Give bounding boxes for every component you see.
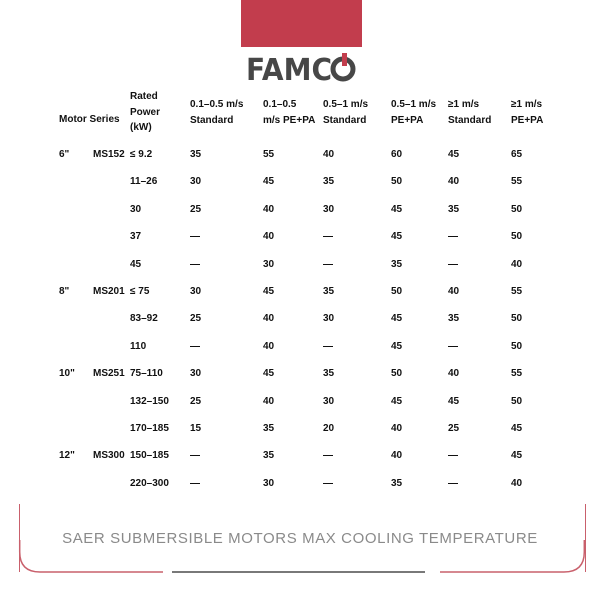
motor-size: 6" <box>59 149 70 160</box>
temperature-cell: — <box>323 340 333 352</box>
brand-banner <box>241 0 362 47</box>
temperature-cell: 25 <box>190 395 202 407</box>
temperature-cell: 55 <box>511 368 523 380</box>
temperature-cell: 35 <box>263 423 275 434</box>
temperature-cell: 40 <box>448 176 460 188</box>
temperature-cell: 35 <box>391 477 403 489</box>
temperature-cell: — <box>323 258 333 270</box>
header-line: Rated <box>130 91 158 102</box>
temperature-cell: 50 <box>391 176 403 188</box>
temperature-cell: — <box>190 450 200 462</box>
rated-power: 30 <box>130 203 142 215</box>
temperature-cell: 40 <box>511 477 523 489</box>
temperature-cell: 45 <box>263 176 275 188</box>
rated-power: 83–92 <box>130 313 158 325</box>
header-line: Standard <box>323 114 367 126</box>
temperature-cell: — <box>190 477 200 489</box>
temperature-cell: — <box>190 258 200 270</box>
temperature-cell: 40 <box>391 450 403 462</box>
temperature-cell: 35 <box>391 258 403 270</box>
temperature-cell: 30 <box>190 176 202 188</box>
temperature-cell: 35 <box>190 149 202 160</box>
rated-power: 75–110 <box>130 368 163 380</box>
temperature-cell: 50 <box>391 368 403 380</box>
temperature-cell: 40 <box>391 423 403 434</box>
temperature-cell: 45 <box>263 368 275 380</box>
temperature-cell: 40 <box>263 395 275 407</box>
temperature-cell: — <box>323 231 333 243</box>
temperature-cell: 50 <box>511 313 523 325</box>
temperature-cell: 25 <box>190 203 202 215</box>
famco-logo <box>244 50 358 84</box>
motor-series: MS201 <box>93 286 125 297</box>
temperature-cell: 35 <box>448 203 460 215</box>
header-line: m/s PE+PA <box>263 114 316 126</box>
rated-power: 110 <box>130 340 147 352</box>
header-line: Standard <box>448 114 492 126</box>
caption: SAER SUBMERSIBLE MOTORS MAX COOLING TEMPERATURE <box>62 530 538 547</box>
temperature-cell: 50 <box>511 203 523 215</box>
header-rated-power <box>130 89 160 136</box>
temperature-cell: 30 <box>323 313 335 325</box>
rated-power: 132–150 <box>130 395 169 407</box>
temperature-cell: 50 <box>511 395 523 407</box>
temperature-cell: 25 <box>190 313 202 325</box>
temperature-cell: 30 <box>190 286 202 297</box>
temperature-cell: — <box>448 477 458 489</box>
temperature-cell: 25 <box>448 423 460 434</box>
rated-power: ≤ 75 <box>130 286 150 297</box>
temperature-cell: 60 <box>391 149 403 160</box>
header-line: Standard <box>190 114 234 126</box>
motor-size: 12" <box>59 450 75 462</box>
temperature-cell: 50 <box>391 286 403 297</box>
svg-text:FAMC: FAMC <box>246 53 332 84</box>
temperature-cell: 40 <box>263 203 275 215</box>
temperature-cell: 30 <box>190 368 202 380</box>
motor-series: MS152 <box>93 149 125 160</box>
temperature-cell: — <box>190 340 200 352</box>
rated-power: 170–185 <box>130 423 169 434</box>
rated-power: 220–300 <box>130 477 169 489</box>
header-line: PE+PA <box>511 114 544 126</box>
motor-size: 8" <box>59 286 70 297</box>
header-column <box>323 97 368 128</box>
temperature-cell: 40 <box>263 231 275 243</box>
temperature-cell: — <box>323 477 333 489</box>
header-line: ≥1 m/s <box>511 99 543 110</box>
temperature-cell: 45 <box>391 313 403 325</box>
temperature-cell: 55 <box>263 149 275 160</box>
header-line: 0.1–0.5 m/s <box>190 99 244 110</box>
temperature-cell: 30 <box>323 395 335 407</box>
motor-series: MS251 <box>93 368 125 380</box>
header-line: (kW) <box>130 122 152 133</box>
header-line: PE+PA <box>391 114 424 126</box>
temperature-cell: — <box>448 450 458 462</box>
temperature-cell: 55 <box>511 176 523 188</box>
temperature-cell: 30 <box>263 258 275 270</box>
temperature-cell: 40 <box>511 258 523 270</box>
temperature-cell: 45 <box>391 203 403 215</box>
temperature-cell: 45 <box>263 286 275 297</box>
temperature-cell: 40 <box>263 340 275 352</box>
rated-power: 37 <box>130 231 142 243</box>
temperature-cell: 45 <box>391 340 403 352</box>
header-line: 0.1–0.5 <box>263 99 297 110</box>
temperature-cell: 65 <box>511 149 523 160</box>
temperature-cell: 40 <box>263 313 275 325</box>
temperature-cell: — <box>448 258 458 270</box>
header-column <box>511 97 543 128</box>
temperature-cell: 15 <box>190 423 202 434</box>
motor-series: MS300 <box>93 450 125 462</box>
temperature-cell: 50 <box>511 340 523 352</box>
rated-power: 45 <box>130 258 142 270</box>
temperature-cell: 35 <box>323 286 335 297</box>
temperature-cell: 50 <box>511 231 523 243</box>
temperature-cell: 35 <box>323 368 335 380</box>
header-line: ≥1 m/s <box>448 99 480 110</box>
rated-power: 150–185 <box>130 450 169 462</box>
temperature-cell: 20 <box>323 423 335 434</box>
header-line: Power <box>130 106 161 118</box>
temperature-cell: 55 <box>511 286 523 297</box>
temperature-cell: 40 <box>448 368 460 380</box>
motor-size: 10" <box>59 368 75 380</box>
temperature-cell: — <box>448 231 458 243</box>
temperature-cell: 35 <box>263 450 275 462</box>
temperature-cell: 40 <box>448 286 460 297</box>
temperature-cell: 35 <box>323 176 335 188</box>
header-motor-series: Motor Series <box>59 114 120 125</box>
header-line: 0.5–1 m/s <box>391 99 437 110</box>
header-line: 0.5–1 m/s <box>323 99 369 110</box>
temperature-cell: — <box>448 340 458 352</box>
temperature-cell: 45 <box>391 231 403 243</box>
temperature-cell: — <box>190 231 200 243</box>
temperature-cell: 45 <box>448 149 460 160</box>
temperature-cell: 45 <box>448 395 460 407</box>
header-column <box>263 97 315 128</box>
temperature-cell: 30 <box>263 477 275 489</box>
temperature-cell: 35 <box>448 313 460 325</box>
rated-power: ≤ 9.2 <box>130 149 153 160</box>
header-column <box>391 97 436 128</box>
temperature-cell: 45 <box>511 423 523 434</box>
rated-power: 11–26 <box>130 176 158 188</box>
temperature-cell: 45 <box>511 450 523 462</box>
temperature-cell: — <box>323 450 333 462</box>
temperature-cell: 30 <box>323 203 335 215</box>
temperature-cell: 45 <box>391 395 403 407</box>
temperature-cell: 40 <box>323 149 335 160</box>
header-column <box>190 97 243 128</box>
header-column <box>448 97 491 128</box>
